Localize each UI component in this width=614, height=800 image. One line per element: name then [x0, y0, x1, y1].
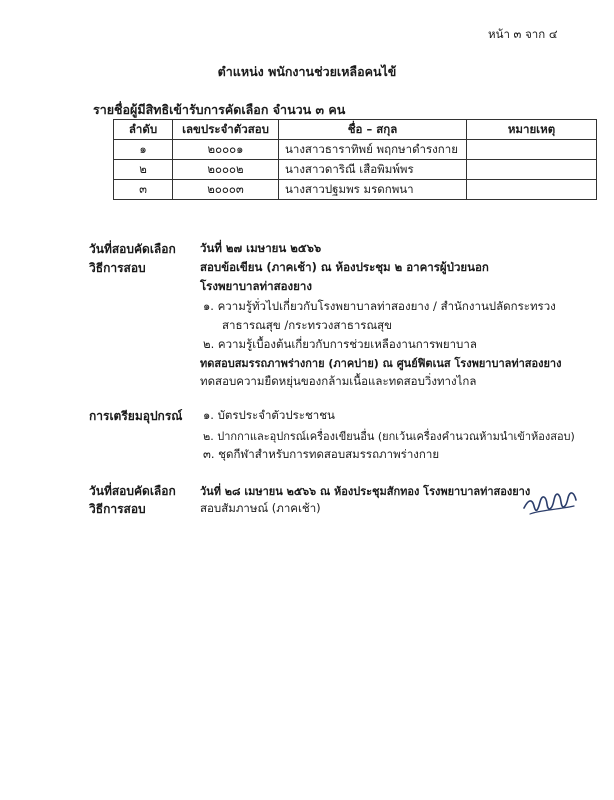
cell-name: นางสาวปฐมพร มรดกพนา [279, 180, 467, 200]
cell-name: นางสาวธาราทิพย์ พฤกษาดำรงกาย [279, 140, 467, 160]
equipment-item: ๑. บัตรประจำตัวประชาชน [203, 408, 335, 422]
exam2-date-value: วันที่ ๒๘ เมษายน ๒๕๖๖ ณ ห้องประชุมสักทอง โรงพยาบาลท่าสองยาง [200, 485, 531, 498]
table-row [114, 140, 597, 160]
exam2-method-value: สอบสัมภาษณ์ (ภาคเช้า) [200, 501, 321, 515]
exam1-topic1-line2: สาธารณสุข /กระทรวงสาธารณสุข [222, 318, 393, 332]
cell-exam-id: ๒๐๐๐๑ [173, 140, 279, 160]
equipment-item: ๓. ชุดกีฬาสำหรับการทดสอบสมรรถภาพร่างกาย [203, 447, 440, 461]
cell-exam-id: ๒๐๐๐๒ [173, 160, 279, 180]
cell-order: ๒ [114, 160, 173, 180]
exam2-date-label: วันที่สอบคัดเลือก [89, 484, 176, 498]
column-header-name: ชื่อ – สกุล [279, 120, 467, 140]
table-header-row [114, 120, 597, 140]
handwritten-signature [520, 480, 580, 520]
exam2-method-label: วิธีการสอบ [89, 502, 146, 516]
candidate-list-heading: รายชื่อผู้มีสิทธิเข้ารับการคัดเลือก จำนวน ๓ คน [93, 102, 346, 117]
exam1-date-value: วันที่ ๒๗ เมษายน ๒๕๖๖ [200, 241, 322, 255]
cell-remark [467, 140, 597, 160]
exam1-fitness-detail: ทดสอบความยืดหยุ่นของกล้ามเนื้อและทดสอบวิ่งทางไกล [200, 374, 477, 388]
cell-remark [467, 180, 597, 200]
column-header-order: ลำดับ [114, 120, 173, 140]
exam1-written: สอบข้อเขียน (ภาคเช้า) ณ ห้องประชุม ๒ อาคารผู้ป่วยนอก [200, 260, 489, 274]
table-row [114, 160, 597, 180]
page-number: หน้า ๓ จาก ๔ [488, 27, 558, 41]
cell-name: นางสาวดาริณี เสือพิมพ์พร [279, 160, 467, 180]
cell-order: ๑ [114, 140, 173, 160]
exam1-method-label: วิธีการสอบ [89, 261, 146, 275]
position-title: ตำแหน่ง พนักงานช่วยเหลือคนไข้ [217, 64, 397, 79]
column-header-exam-id: เลขประจำตัวสอบ [173, 120, 279, 140]
equipment-item: ๒. ปากกาและอุปกรณ์เครื่องเขียนอื่น (ยกเว้นเครื่องคำนวณห้ามนำเข้าห้องสอบ) [203, 430, 575, 443]
cell-remark [467, 160, 597, 180]
cell-order: ๓ [114, 180, 173, 200]
exam1-topic2: ๒. ความรู้เบื้องต้นเกี่ยวกับการช่วยเหลืองานการพยาบาล [203, 337, 477, 351]
cell-exam-id: ๒๐๐๐๓ [173, 180, 279, 200]
exam1-topic1-line1: ๑. ความรู้ทั่วไปเกี่ยวกับโรงพยาบาลท่าสองยาง / สำนักงานปลัดกระทรวง [203, 299, 556, 313]
exam1-written-location: โรงพยาบาลท่าสองยาง [200, 279, 312, 293]
exam1-fitness: ทดสอบสมรรถภาพร่างกาย (ภาคบ่าย) ณ ศูนย์ฟิตเนส โรงพยาบาลท่าสองยาง [200, 357, 562, 370]
column-header-remark: หมายเหตุ [467, 120, 597, 140]
equipment-label: การเตรียมอุปกรณ์ [89, 409, 183, 423]
exam1-date-label: วันที่สอบคัดเลือก [89, 242, 176, 256]
candidate-table [113, 119, 597, 200]
table-row [114, 180, 597, 200]
